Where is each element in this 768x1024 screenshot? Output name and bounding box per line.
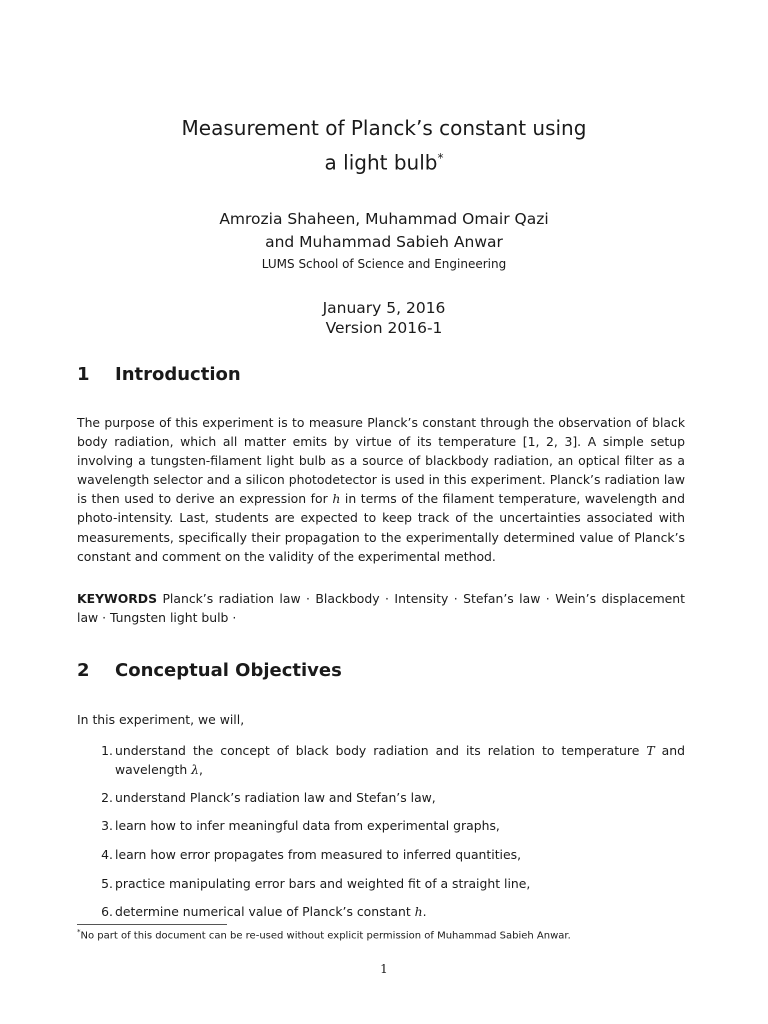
version: Version 2016-1: [325, 319, 443, 337]
list-item-text-part: and wavelength: [115, 743, 685, 777]
keywords-text: Planck’s radiation law · Blackbody · Intensity · Stefan’s law · Wein’s displacement law · Tungsten light bulb ·: [77, 591, 685, 626]
symbol-T: T: [646, 743, 655, 758]
list-item-number: 4.: [101, 847, 113, 862]
section-title: Conceptual Objectives: [115, 660, 342, 681]
list-item-number: 3.: [101, 818, 113, 833]
title-line-1: Measurement of Planck’s constant using: [181, 116, 587, 140]
paper-title: [0, 113, 768, 178]
list-item: [77, 902, 685, 921]
list-item-text: understand Planck’s radiation law and Stefan’s law,: [115, 790, 436, 805]
title-line-2: [0, 143, 768, 178]
section-title: Introduction: [115, 364, 241, 385]
footnote: [77, 926, 697, 942]
list-item-text: [115, 902, 685, 921]
keywords-label: KEYWORDS: [77, 591, 157, 606]
title-line-2-text: a light bulb: [324, 150, 438, 175]
date-block: [0, 298, 768, 338]
list-item-text-part: understand the concept of black body radiation and its relation to temperature: [115, 743, 647, 758]
section-heading-conceptual-objectives: [77, 660, 342, 681]
intro-symbol-h: h: [332, 491, 341, 507]
list-item-text-part: .: [422, 904, 427, 919]
list-item-text: learn how to infer meaningful data from experimental graphs,: [115, 818, 500, 833]
list-item: [77, 845, 685, 864]
page-number: 1: [380, 962, 388, 976]
intro-paragraph: [77, 413, 685, 566]
list-item-text-part: ,: [198, 762, 203, 777]
list-item-text: practice manipulating error bars and weighted fit of a straight line,: [115, 876, 531, 891]
authors-line-2: and Muhammad Sabieh Anwar: [265, 233, 503, 251]
authors-line-1: Amrozia Shaheen, Muhammad Omair Qazi: [219, 210, 549, 228]
section-number: 1: [77, 364, 90, 385]
list-item-number: 2.: [101, 790, 113, 805]
intro-text-2: in terms of the filament temperature, wavelength and photo-intensity. Last, students are expected to keep track of the uncertainties associated with measurements, specifically their propagation to the experimentally determined value of Planck’s constant and comment on the validity of the experimental method.: [77, 491, 685, 564]
intro-text-1: The purpose of this experiment is to measure Planck’s constant through the observation of black body radiation, which all matter emits by virtue of its temperature [1, 2, 3]. A simple setup involving a tungsten-filament light bulb as a source of blackbody radiation, an optical filter as a wavelength selector and a silicon photodetector is used in this experiment. Planck’s radiation law is then used to derive an expression for: [77, 415, 685, 507]
list-item-text: learn how error propagates from measured to inferred quantities,: [115, 847, 522, 862]
footnote-mark: *: [77, 928, 81, 936]
list-item-number: 6.: [101, 904, 113, 919]
authors: [0, 208, 768, 254]
keywords-paragraph: [77, 589, 685, 627]
list-item: [77, 816, 685, 835]
list-item-text: [115, 741, 685, 779]
symbol-lambda: λ: [191, 762, 199, 777]
footnote-text: No part of this document can be re-used without explicit permission of Muhammad Sabieh Anwar.: [80, 930, 571, 942]
list-item: [77, 874, 685, 893]
section-heading-introduction: [77, 364, 241, 385]
list-item: [77, 788, 685, 807]
list-item-text-part: determine numerical value of Planck’s constant: [115, 904, 415, 919]
list-item-number: 5.: [101, 876, 113, 891]
title-footnote-mark: *: [437, 151, 444, 165]
objectives-intro: In this experiment, we will,: [77, 712, 245, 727]
date: January 5, 2016: [322, 299, 446, 317]
symbol-h: h: [414, 904, 423, 919]
list-item-number: 1.: [101, 743, 113, 758]
affiliation: LUMS School of Science and Engineering: [261, 257, 507, 271]
list-item: [77, 741, 685, 779]
footnote-rule: [77, 924, 227, 925]
section-number: 2: [77, 660, 90, 681]
